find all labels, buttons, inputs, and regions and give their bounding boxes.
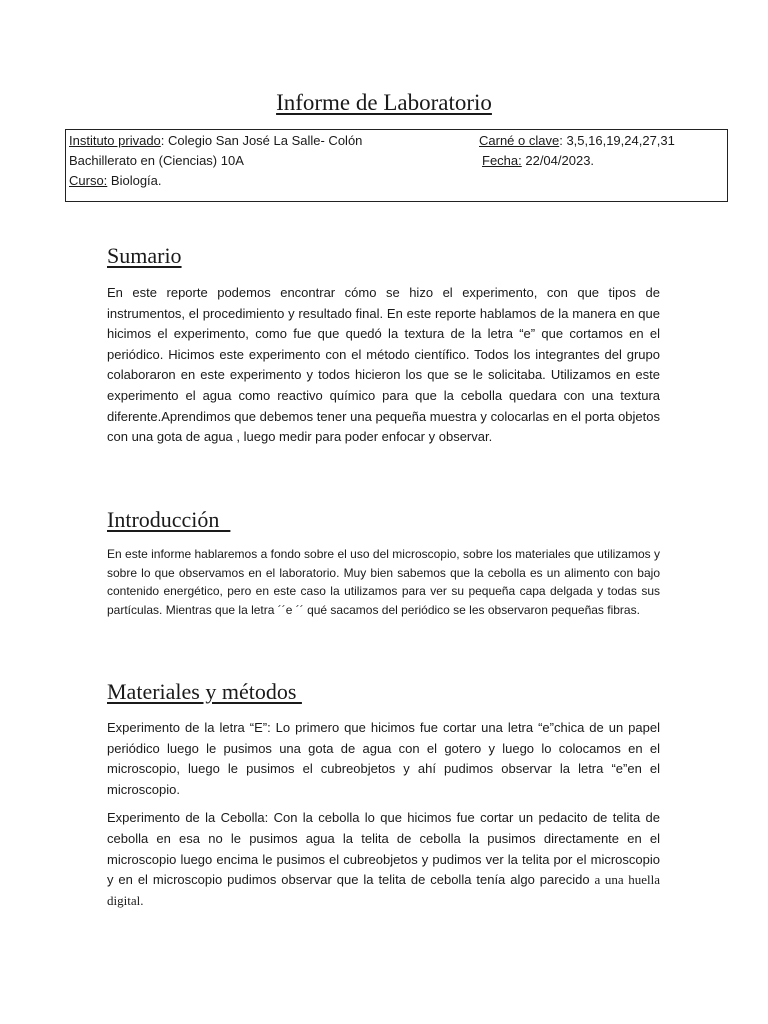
section-introduccion — [107, 507, 660, 619]
institute-label: Instituto privado — [69, 133, 161, 148]
materiales-paragraph-2-body: Experimento de la Cebolla: Con la cebolla lo que hicimos fue cortar un pedacito de telita de cebolla en esa no le pusimos agua la telita de cebolla la pusimos directamente en el microscopio luego encima le pusimos el cubreobjetos y pudimos ver la telita por el microscopio y en el microscopio pudimos observar que la telita de cebolla tenía algo parecido — [107, 810, 660, 888]
materiales-paragraph-1: Experimento de la letra “E”: Lo primero que hicimos fue cortar una letra “e”chica de un papel periódico luego le pusimos una gota de agua con el gotero y luego lo colocamos en el microscopio, luego le pusimos el cubreobjetos y ahí pudimos observar la letra “e”en el microscopio. — [107, 720, 660, 797]
info-box — [65, 129, 728, 202]
institute-line — [69, 131, 362, 151]
course-value: Biología. — [107, 173, 162, 188]
institute-value: : Colegio San José La Salle- Colón — [160, 133, 363, 148]
carne-value: : 3,5,16,19,24,27,31 — [559, 133, 675, 148]
section-sumario — [107, 243, 660, 448]
date-line — [479, 151, 675, 171]
course-label: Curso: — [69, 173, 108, 188]
document-title: Informe de Laboratorio — [276, 90, 492, 115]
materiales-paragraph-2 — [107, 808, 660, 911]
materiales-heading: Materiales y métodos — [107, 679, 302, 704]
carne-label: Carné o clave — [479, 133, 560, 148]
date-label: Fecha: — [482, 153, 522, 168]
introduccion-text: En este informe hablaremos a fondo sobre el uso del microscopio, sobre los materiales que utilizamos y sobre lo que observamos en el laboratorio. Muy bien sabemos que la cebolla es un alimento con bajo contenido energético, pero en este caso la utilizamos para ver su pequeña capa delgada y todas sus partículas. Mientras que la letra ´´e ´´ qué sacamos del periódico se les observaron pequeñas fibras. — [107, 547, 660, 617]
sumario-text: En este reporte podemos encontrar cómo se hizo el experimento, con que tipos de instrumentos, el procedimiento y resultado final. En este reporte hablamos de la manera en que hicimos el experimento, como fue que quedó la textura de la letra “e” que cortamos en el periódico. Hicimos este experimento con el método científico. Todos los integrantes del grupo colaboraron en este experimento y todos hicieron los que se le solicitaba. Utilizamos en este experimento el agua como reactivo químico para que la cebolla quedara con una textura diferente.Aprendimos que debemos tener una pequeña muestra y colocarlas en el porta objetos con una gota de agua , luego medir para poder enfocar y observar. — [107, 285, 660, 445]
course-line — [69, 171, 362, 191]
materiales-paragraph-2-tail: a una huella digital. — [107, 872, 660, 908]
introduccion-heading: Introducción — [107, 507, 231, 532]
info-right-column — [479, 131, 675, 171]
carne-line — [479, 131, 675, 151]
date-value: 22/04/2023. — [521, 153, 595, 168]
info-left-column — [69, 131, 362, 191]
section-materiales — [107, 679, 660, 911]
bachillerato-line: Bachillerato en (Ciencias) 10A — [69, 153, 244, 168]
sumario-heading: Sumario — [107, 243, 182, 268]
